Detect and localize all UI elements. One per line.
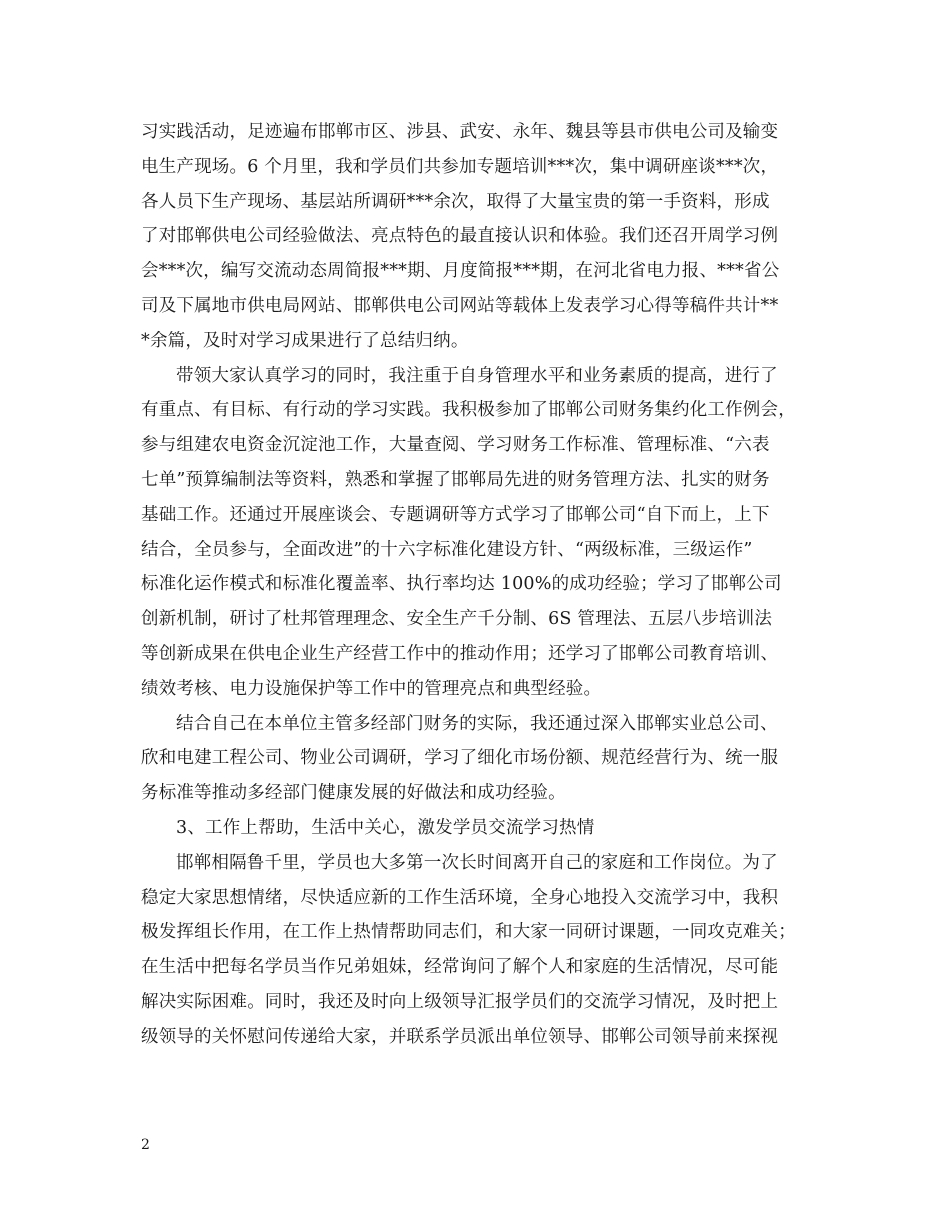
text-line: 会***次，编写交流动态周简报***期、月度简报***期，在河北省电力报、***省公 [141,261,780,282]
text-line: 稳定大家思想情绪，尽快适应新的工作生活环境，全身心地投入交流学习中，我积 [141,887,779,908]
text-line: 习实践活动，足迹遍布邯郸市区、涉县、武安、永年、魏县等县市供电公司及输变 [141,122,779,142]
text-line: 有重点、有目标、有行动的学习实践。我积极参加了邯郸公司财务集约化工作例会， [141,400,796,421]
text-line: 标准化运作模式和标准化覆盖率、执行率均达 100%的成功经验；学习了邯郸公司 [141,574,782,595]
text-line: 极发挥组长作用，在工作上热情帮助同志们，和大家一同研讨课题，一同攻克难关； [141,922,796,943]
page-number: 2 [141,1137,150,1153]
text-line: 司及下属地市供电局网站、邯郸供电公司网站等载体上发表学习心得等稿件共计** [141,295,779,316]
text-line: 级领导的关怀慰问传递给大家，并联系学员派出单位领导、邯郸公司领导前来探视 [141,1026,779,1047]
text-line: 欣和电建工程公司、物业公司调研，学习了细化市场份额、规范经营行为、统一服 [141,748,779,769]
text-line: 电生产现场。6 个月里，我和学员们共参加专题培训***次，集中调研座谈***次， [141,156,779,177]
text-line: 带领大家认真学习的同时，我注重于自身管理水平和业务素质的提高，进行了 [176,365,778,386]
text-line: 各人员下生产现场、基层站所调研***余次，取得了大量宝贵的第一手资料，形成 [141,191,770,212]
text-line: 基础工作。还通过开展座谈会、专题调研等方式学习了邯郸公司“自下而上，上下 [141,504,770,525]
text-line: 在生活中把每名学员当作兄弟姐妹，经常询问了解个人和家庭的生活情况，尽可能 [141,957,779,978]
text-line: 七单”预算编制法等资料，熟悉和掌握了邯郸局先进的财务管理方法、扎实的财务 [141,469,770,490]
text-line: 3、工作上帮助，生活中关心，激发学员交流学习热情 [176,817,595,838]
text-line: 了对邯郸供电公司经验做法、亮点特色的最直接认识和体验。我们还召开周学习例 [141,226,779,247]
text-line: 参与组建农电资金沉淀池工作，大量查阅、学习财务工作标准、管理标准、“六表 [141,435,770,456]
text-line: 邯郸相隔鲁千里，学员也大多第一次长时间离开自己的家庭和工作岗位。为了 [176,852,778,873]
text-line: 结合，全员参与，全面改进”的十六字标准化建设方针、“两级标准，三级运作” [141,539,753,560]
text-line: 解决实际困难。同时，我还及时向上级领导汇报学员们的交流学习情况，及时把上 [141,991,779,1012]
text-line: 绩效考核、电力设施保护等工作中的管理亮点和典型经验。 [141,678,602,699]
text-line: 结合自己在本单位主管多经部门财务的实际，我还通过深入邯郸实业总公司、 [176,713,778,734]
text-line: *余篇，及时对学习成果进行了总结归纳。 [141,330,469,351]
document-body [141,115,831,1055]
text-line: 务标准等推动多经部门健康发展的好做法和成功经验。 [141,783,566,804]
text-line: 创新机制，研讨了杜邦管理理念、安全生产千分制、6S 管理法、五层八步培训法 [141,609,773,630]
text-line: 等创新成果在供电企业生产经营工作中的推动作用；还学习了邯郸公司教育培训、 [141,643,779,664]
